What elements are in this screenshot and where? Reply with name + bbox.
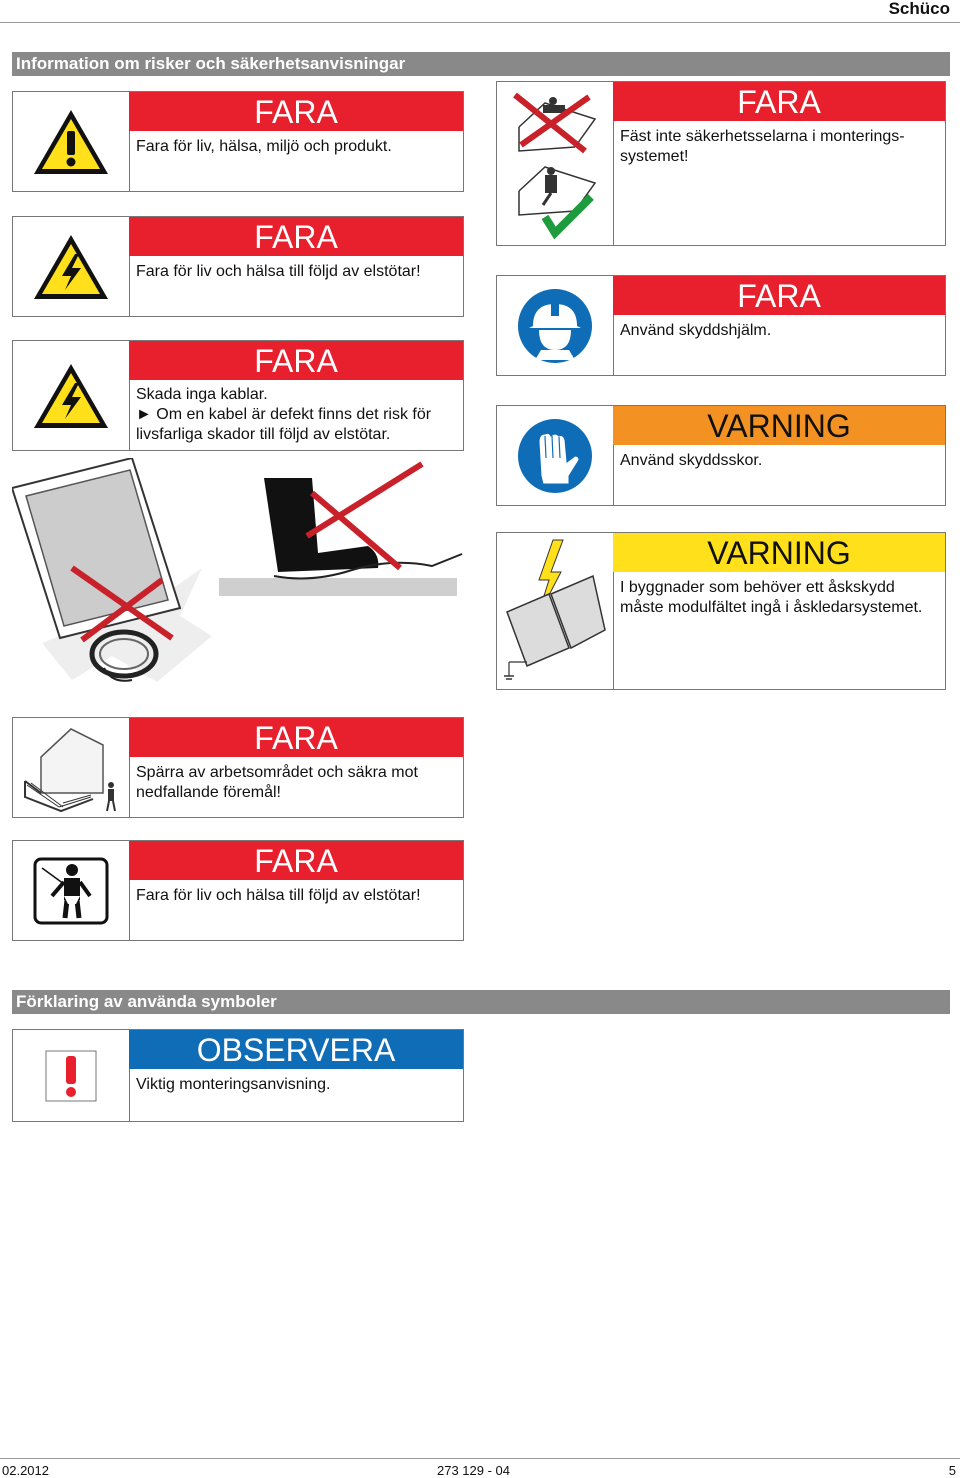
warning-text: Använd skyddsskor. bbox=[620, 452, 763, 469]
danger-banner: FARA bbox=[129, 718, 463, 757]
footer-date: 02.2012 bbox=[2, 1463, 49, 1478]
footer-doc-number: 273 129 - 04 bbox=[437, 1463, 511, 1478]
gloves-icon bbox=[517, 418, 593, 494]
danger-card-cables bbox=[12, 340, 464, 451]
danger-card-helmet bbox=[496, 275, 946, 376]
danger-text-line: Spärra av arbetsområdet och säkra mot bbox=[136, 764, 418, 781]
danger-card-barrier bbox=[12, 717, 464, 818]
danger-banner: FARA bbox=[613, 82, 945, 121]
warning-banner: VARNING bbox=[613, 533, 945, 572]
notice-card bbox=[12, 1029, 464, 1122]
icon-cell bbox=[13, 92, 130, 191]
danger-banner: FARA bbox=[129, 341, 463, 380]
danger-text: Fara för liv och hälsa till följd av elstötar! bbox=[136, 887, 421, 904]
danger-text-line: Fäst inte säkerhetsselarna i monterings- bbox=[620, 128, 905, 145]
danger-card-harness bbox=[496, 81, 946, 246]
exclamation-icon bbox=[45, 1050, 97, 1102]
lightning-panels-icon bbox=[501, 536, 609, 686]
danger-text-line: ► Om en kabel är defekt finns det risk för bbox=[136, 406, 432, 423]
cable-damage-illustration bbox=[12, 458, 472, 703]
notice-text: Viktig monteringsanvisning. bbox=[136, 1076, 331, 1093]
section-title-risks: Information om risker och säkerhetsanvisningar bbox=[12, 52, 950, 76]
danger-banner: FARA bbox=[129, 92, 463, 131]
warning-card-gloves bbox=[496, 405, 946, 506]
danger-text-line: systemet! bbox=[620, 148, 689, 165]
danger-text-line: nedfallande föremål! bbox=[136, 784, 281, 801]
warning-banner: VARNING bbox=[613, 406, 945, 445]
danger-text: Använd skyddshjälm. bbox=[620, 322, 772, 339]
danger-card-general bbox=[12, 91, 464, 192]
footer-rule bbox=[0, 1458, 960, 1459]
danger-text-line: livsfarliga skador till följd av elstötar. bbox=[136, 426, 391, 443]
hard-hat-icon bbox=[517, 288, 593, 364]
warning-card-lightning bbox=[496, 532, 946, 690]
harness-roof-icon bbox=[505, 89, 605, 239]
danger-banner: FARA bbox=[129, 841, 463, 880]
warning-text-line: I byggnader som behöver ett åskskydd bbox=[620, 579, 895, 596]
notice-banner: OBSERVERA bbox=[129, 1030, 463, 1069]
safety-harness-person-icon bbox=[32, 856, 110, 926]
danger-banner: FARA bbox=[613, 276, 945, 315]
electric-hazard-icon bbox=[32, 361, 110, 431]
electric-hazard-icon bbox=[32, 232, 110, 302]
header-rule bbox=[0, 22, 960, 23]
barrier-house-icon bbox=[21, 723, 121, 813]
warning-text-line: måste modulfältet ingå i åskledarsystemet. bbox=[620, 599, 923, 616]
danger-text-line: Skada inga kablar. bbox=[136, 386, 268, 403]
danger-card-harness-person bbox=[12, 840, 464, 941]
danger-text: Fara för liv och hälsa till följd av elstötar! bbox=[136, 263, 421, 280]
footer-page-number: 5 bbox=[948, 1463, 956, 1478]
danger-card-electric bbox=[12, 216, 464, 317]
section-title-symbols: Förklaring av använda symboler bbox=[12, 990, 950, 1014]
danger-banner: FARA bbox=[129, 217, 463, 256]
danger-text: Fara för liv, hälsa, miljö och produkt. bbox=[136, 138, 392, 155]
warning-triangle-icon bbox=[32, 107, 110, 177]
brand-name: Schüco bbox=[888, 0, 950, 18]
